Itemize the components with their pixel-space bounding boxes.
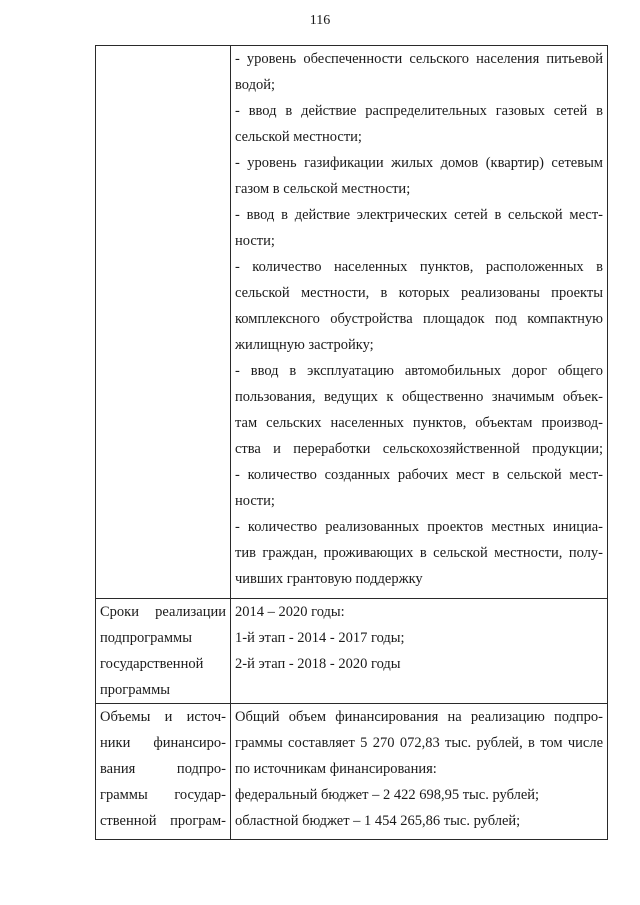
indicator-line: чивших грантовую поддержку [235, 571, 423, 587]
table-row-indicators [96, 46, 608, 599]
page-number: 116 [309, 13, 331, 28]
indicator-line: - ввод в эксплуатацию автомобильных дорог общего [235, 363, 603, 379]
terms-label-line: подпрограммы [100, 630, 192, 646]
volume-value-line: по источникам финансирования: [235, 761, 437, 777]
volume-value-line: граммы составляет 5 270 072,83 тыс. рублей, в том числе [235, 735, 603, 751]
terms-label-cell [96, 599, 231, 704]
indicator-line: тив граждан, проживающих в сельской местности, полу- [235, 545, 603, 561]
indicator-line: - уровень обеспеченности сельского населения питьевой [235, 51, 603, 67]
volume-value-cell [231, 704, 608, 840]
volume-label-line: вания подпро- [100, 761, 226, 777]
indicator-line: - количество созданных рабочих мест в сельской мест- [235, 467, 603, 483]
indicator-line: - количество реализованных проектов местных инициа- [235, 519, 603, 535]
volume-value-line: федеральный бюджет – 2 422 698,95 тыс. рублей; [235, 787, 540, 803]
table-row-volume [96, 704, 608, 840]
volume-label-line: ственной програм- [100, 813, 226, 829]
terms-value-cell [231, 599, 608, 704]
indicator-line: жилищную застройку; [235, 337, 374, 353]
indicator-line: сельской местности, в которых реализованы проекты [235, 285, 603, 301]
indicator-line: водой; [235, 77, 275, 93]
terms-label-line: Сроки реализации [100, 604, 226, 620]
volume-label-line: Объемы и источ- [100, 709, 226, 725]
terms-label-line: государственной [100, 656, 204, 672]
indicator-line: сельской местности; [235, 129, 362, 145]
terms-value-line: 1-й этап - 2014 - 2017 годы; [235, 630, 405, 646]
indicator-line: ности; [235, 233, 275, 249]
indicator-line: ства и переработки сельскохозяйственной продукции; [235, 441, 603, 457]
volume-label-line: ники финансиро- [100, 735, 226, 751]
terms-value-line: 2-й этап - 2018 - 2020 годы [235, 656, 401, 672]
indicator-line: пользования, ведущих к общественно значимым объек- [235, 389, 603, 405]
indicator-line: ности; [235, 493, 275, 509]
indicators-label-cell [96, 46, 231, 599]
indicator-line: газом в сельской местности; [235, 181, 411, 197]
indicator-line: - ввод в действие электрических сетей в сельской мест- [235, 207, 603, 223]
indicator-line: - уровень газификации жилых домов (квартир) сетевым [235, 155, 603, 171]
indicator-line: комплексного обустройства площадок под компактную [235, 311, 603, 327]
volume-value-line: Общий объем финансирования на реализацию подпро- [235, 709, 603, 725]
indicator-line: там сельских населенных пунктов, объектам производ- [235, 415, 603, 431]
volume-label-line: граммы государ- [100, 787, 226, 803]
terms-label-line: программы [100, 682, 170, 698]
table-row-terms [96, 599, 608, 704]
program-passport-table [95, 45, 608, 840]
volume-label-cell [96, 704, 231, 840]
indicators-value-cell [231, 46, 608, 599]
terms-value-line: 2014 – 2020 годы: [235, 604, 345, 620]
volume-value-line: областной бюджет – 1 454 265,86 тыс. рублей; [235, 813, 521, 829]
indicator-line: - количество населенных пунктов, расположенных в [235, 259, 603, 275]
indicator-line: - ввод в действие распределительных газовых сетей в [235, 103, 603, 119]
